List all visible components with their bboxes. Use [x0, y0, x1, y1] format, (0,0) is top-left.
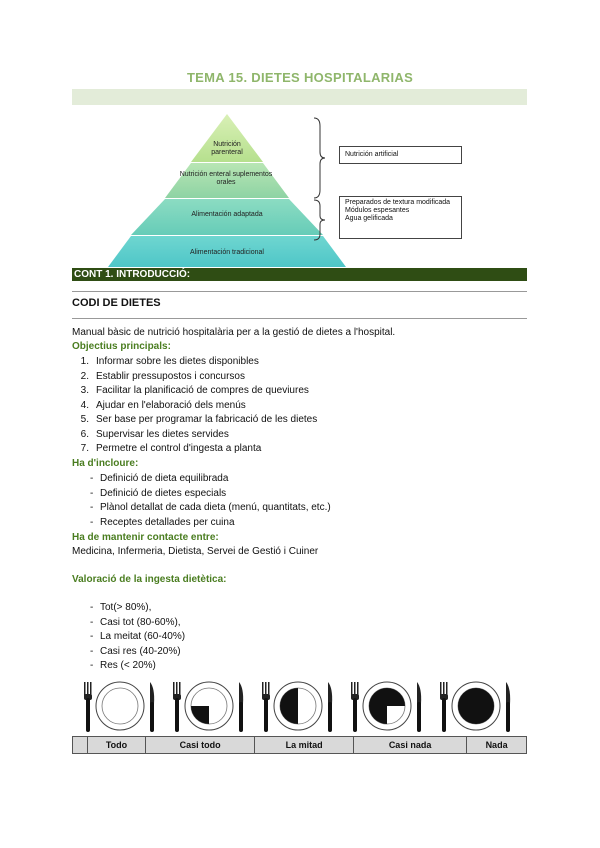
- box-item: Agua gelificada: [345, 215, 393, 222]
- brace-artificial: [314, 118, 325, 198]
- page-title: TEMA 15. DIETES HOSPITALARIAS: [186, 70, 414, 85]
- plate-label-nada: Nada: [467, 737, 527, 754]
- fork-icon: [86, 698, 90, 732]
- fork-icon: [446, 682, 448, 696]
- list-item: 6. Supervisar les dietes servides: [80, 428, 229, 440]
- valoracio-list: [72, 601, 185, 674]
- list-item: 1. Informar sobre les dietes disponibles: [80, 356, 259, 367]
- contacte-title: Ha de mantenir contacte entre:: [72, 532, 219, 543]
- box-alimentacion-adaptada: [339, 196, 462, 239]
- plate-label-la-mitad: La mitad: [255, 737, 354, 754]
- fork-icon: [90, 682, 92, 696]
- intro-text: Manual bàsic de nutrició hospitalària per a la gestió de dietes a l'hospital.: [72, 327, 396, 338]
- list-item: 4. Ajudar en l'elaboració dels menús: [80, 399, 246, 411]
- title-band: [72, 89, 527, 105]
- knife-icon: [506, 702, 510, 732]
- objectius-list: [72, 355, 317, 457]
- knife-icon: [506, 682, 510, 704]
- list-item: - La meitat (60-40%): [90, 631, 186, 642]
- list-item: - Plànol detallat de cada dieta (menú, quantitats, etc.): [90, 502, 331, 513]
- fork-icon: [351, 682, 353, 696]
- plate-label-casi-todo: Casi todo: [146, 737, 255, 754]
- list-item: - Definició de dieta equilibrada: [90, 473, 229, 484]
- diet-pyramid: [100, 112, 480, 270]
- fork-icon: [262, 682, 264, 696]
- fork-icon: [173, 682, 175, 696]
- knife-icon: [328, 682, 332, 704]
- knife-icon: [150, 682, 154, 704]
- divider: [72, 318, 527, 319]
- box-item: Módulos espesantes: [345, 207, 410, 214]
- fork-icon: [179, 682, 181, 696]
- knife-icon: [150, 702, 154, 732]
- list-item: - Casi res (40-20%): [90, 645, 181, 657]
- list-item: 3. Facilitar la planificació de compres de queviures: [80, 385, 309, 396]
- box-item: Preparados de textura modificada: [345, 199, 451, 206]
- section-heading: CODI DE DIETES: [72, 297, 161, 309]
- fork-icon: [264, 698, 268, 732]
- table-spacer: [73, 737, 88, 754]
- fork-icon: [440, 682, 442, 696]
- fork-icon: [442, 698, 446, 732]
- incloure-title: Ha d'incloure:: [72, 458, 139, 469]
- plate-center: [102, 688, 138, 724]
- plate-label-casi-nada: Casi nada: [354, 737, 467, 754]
- divider: [72, 291, 527, 292]
- knife-icon: [239, 682, 243, 704]
- plates-table: [72, 736, 527, 754]
- fork-icon: [357, 682, 359, 696]
- plate-label-todo: Todo: [88, 737, 146, 754]
- list-item: - Definició de dietes especials: [90, 487, 227, 499]
- section-header: CONT 1. INTRODUCCIÓ:: [72, 268, 527, 281]
- incloure-list: [72, 472, 331, 530]
- contacte-text: Medicina, Infermeria, Dietista, Servei de Gestió i Cuiner: [72, 546, 319, 557]
- knife-icon: [417, 702, 421, 732]
- fork-icon: [84, 682, 86, 696]
- list-item: - Receptes detallades per cuina: [90, 516, 235, 528]
- fork-icon: [265, 682, 267, 696]
- pyramid-label-parenteral: Nutrición parenteral: [211, 141, 243, 156]
- fork-icon: [354, 682, 356, 696]
- knife-icon: [417, 682, 421, 704]
- list-item: - Casi tot (80-60%),: [90, 616, 181, 628]
- objectius-title: Objectius principals:: [72, 341, 171, 352]
- pyramid-label-tradicional: Alimentación tradicional: [190, 249, 264, 256]
- fork-icon: [443, 682, 445, 696]
- plates-illustration: [80, 678, 525, 734]
- fork-icon: [268, 682, 270, 696]
- list-item: - Res (< 20%): [90, 660, 156, 671]
- knife-icon: [239, 702, 243, 732]
- list-item: - Tot(> 80%),: [90, 602, 152, 613]
- fork-icon: [175, 698, 179, 732]
- valoracio-title: Valoració de la ingesta dietètica:: [72, 574, 227, 585]
- pyramid-label-enteral: Nutrición enteral suplementos orales: [179, 171, 273, 186]
- fork-icon: [353, 698, 357, 732]
- box-nutricion-artificial: Nutrición artificial: [339, 146, 462, 164]
- knife-icon: [328, 702, 332, 732]
- fork-icon: [176, 682, 178, 696]
- list-item: 2. Establir pressupostos i concursos: [80, 370, 245, 382]
- plate-food: [458, 688, 494, 724]
- pyramid-label-adaptada: Alimentación adaptada: [191, 211, 263, 218]
- list-item: 7. Permetre el control d'ingesta a planta: [80, 443, 262, 454]
- fork-icon: [87, 682, 89, 696]
- list-item: 5. Ser base per programar la fabricació de les dietes: [80, 414, 318, 425]
